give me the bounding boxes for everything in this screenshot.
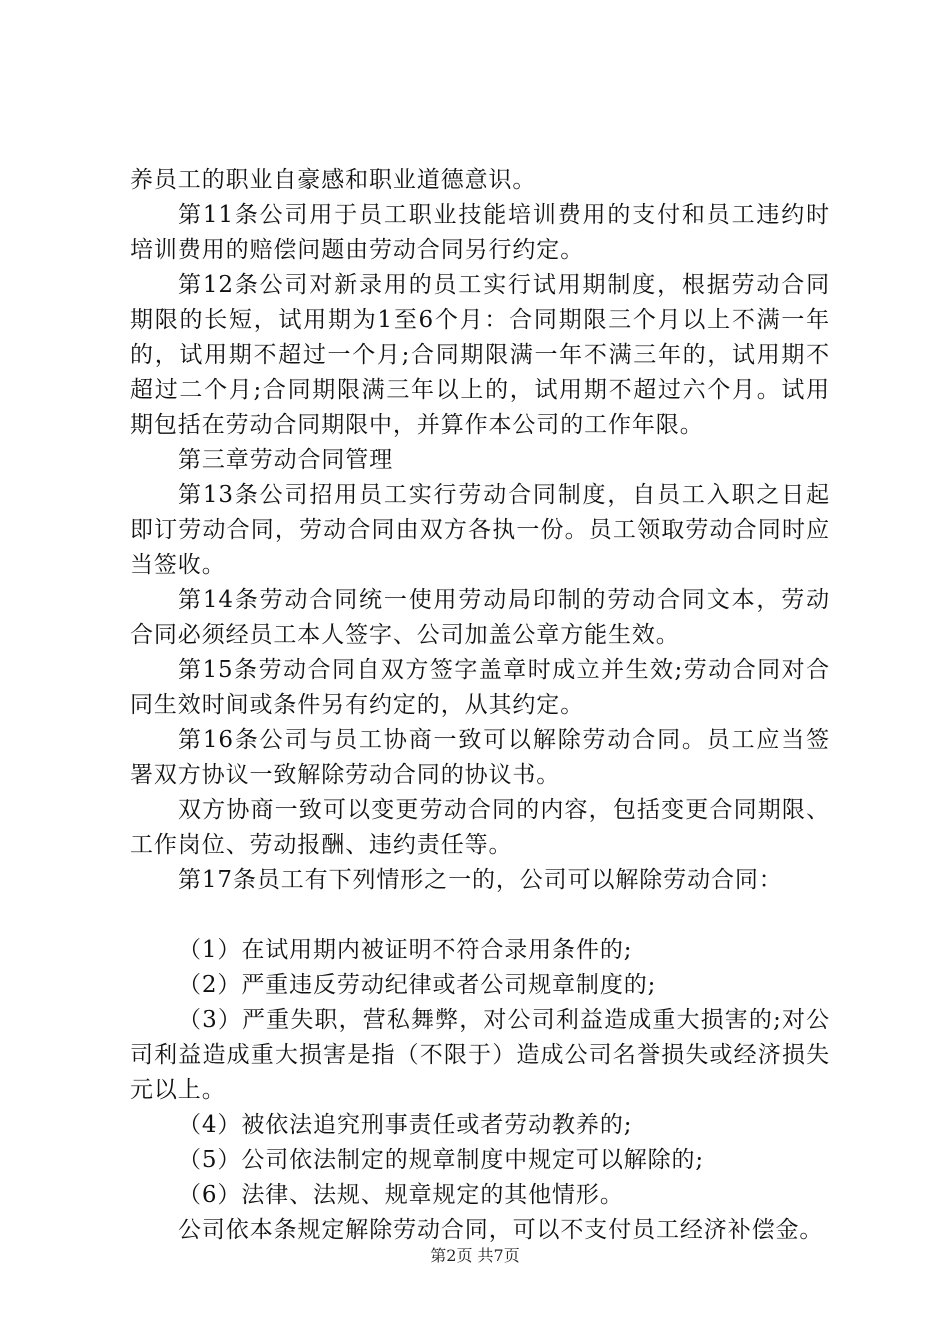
blank-line — [130, 898, 830, 933]
paragraph: （6）法律、法规、规章规定的其他情形。 — [178, 1182, 624, 1208]
paragraph: 第15条劳动合同自双方签字盖章时成立并生效;劳动合同对合同生效时间或条件另有约定的，从其约定。 — [130, 657, 830, 718]
paragraph: 公司依本条规定解除劳动合同，可以不支付员工经济补偿金。 — [178, 1217, 824, 1243]
paragraph: （2）严重违反劳动纪律或者公司规章制度的; — [178, 972, 657, 998]
paragraph: （3）严重失职，营私舞弊，对公司利益造成重大损害的;对公司利益造成重大损害是指（不限于）造成公司名誉损失或经济损失元以上。 — [130, 1007, 830, 1103]
paragraph: （1）在试用期内被证明不符合录用条件的; — [178, 937, 633, 963]
paragraph: 第17条员工有下列情形之一的，公司可以解除劳动合同： — [178, 867, 783, 893]
paragraph: （5）公司依法制定的规章制度中规定可以解除的; — [178, 1147, 705, 1173]
document-body — [130, 163, 830, 1248]
paragraph: 双方协商一致可以变更劳动合同的内容，包括变更合同期限、工作岗位、劳动报酬、违约责任等。 — [130, 797, 830, 858]
paragraph: 第13条公司招用员工实行劳动合同制度，自员工入职之日起即订劳动合同，劳动合同由双方各执一份。员工领取劳动合同时应当签收。 — [130, 482, 830, 578]
paragraph: 第12条公司对新录用的员工实行试用期制度，根据劳动合同期限的长短，试用期为1至6个月：合同期限三个月以上不满一年的，试用期不超过一个月;合同期限满一年不满三年的，试用期不超过二个月;合同期限满三年以上的，试用期不超过六个月。试用期包括在劳动合同期限中，并算作本公司的工作年限。 — [130, 272, 830, 438]
paragraph: 第16条公司与员工协商一致可以解除劳动合同。员工应当签署双方协议一致解除劳动合同的协议书。 — [130, 727, 830, 788]
paragraph: 养员工的职业自豪感和职业道德意识。 — [130, 167, 537, 193]
paragraph: 第三章劳动合同管理 — [178, 447, 394, 473]
paragraph: （4）被依法追究刑事责任或者劳动教养的; — [178, 1112, 633, 1138]
page-number-footer: 第2页 共7页 — [430, 1246, 520, 1265]
paragraph: 第14条劳动合同统一使用劳动局印制的劳动合同文本，劳动合同必须经员工本人签字、公司加盖公章方能生效。 — [130, 587, 830, 648]
paragraph: 第11条公司用于员工职业技能培训费用的支付和员工违约时培训费用的赔偿问题由劳动合同另行约定。 — [130, 202, 830, 263]
